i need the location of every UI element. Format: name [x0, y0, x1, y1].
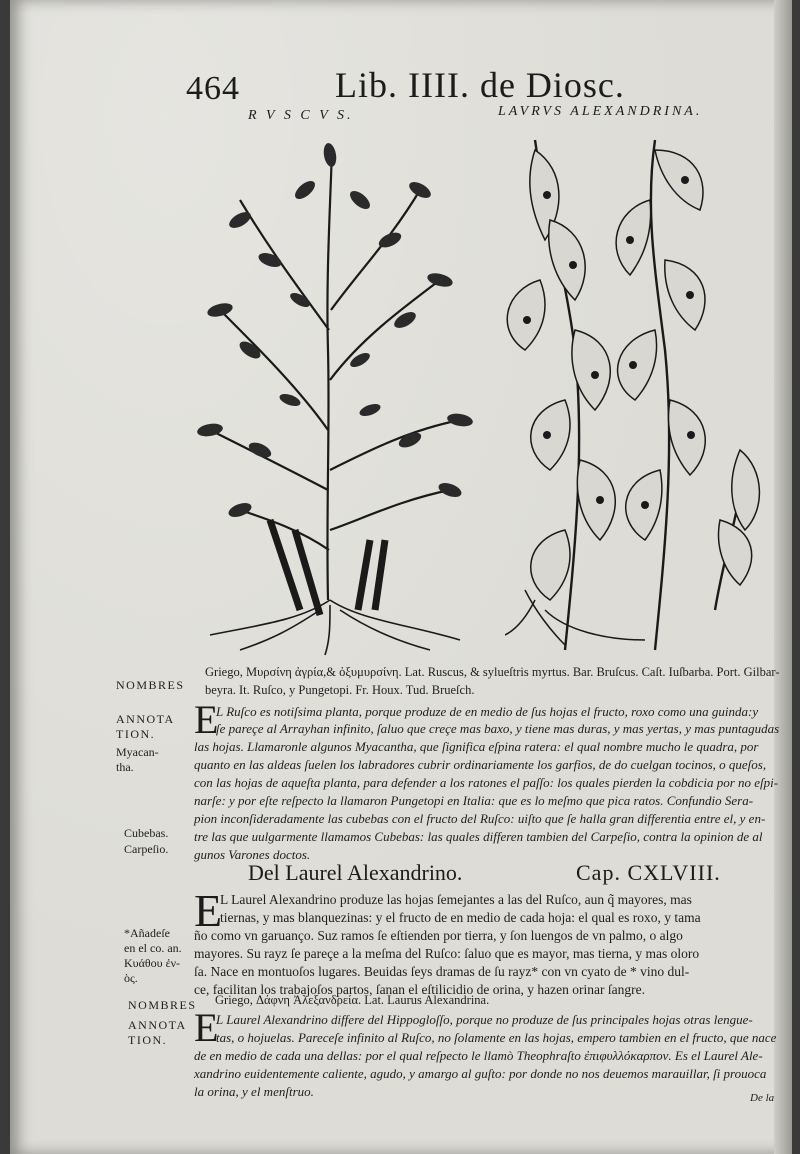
annotation2-line-4: xandrino euidentemente caliente, agudo, y amargo al guſto: por donde no nos deuemos marauillar, ſi prouoca: [194, 1066, 767, 1081]
chapter-title: Del Laurel Alexandrino.: [248, 860, 463, 885]
annotation2-line-2: tas, o hojuelas. Pareceſe infinito al Ruſco, no ſolamente en las hojas, empero tambien en el fructo, que nace: [216, 1030, 777, 1045]
chapter-number: Cap. CXLVIII.: [576, 860, 721, 885]
annotation-line-5: con las hojas de aqueſta planta, para defender a los ratones el paſſo: los quales pierden la cobdicia por no eſpi-: [194, 775, 779, 790]
margin-anadese-2: en el co. an.: [124, 941, 182, 955]
body-line-6: ce, facilitan los trabajoſos partos, ſanan el eſtilicidio de orina, y hazen orinar ſangre.: [194, 982, 645, 997]
body-line-3: ño como vn garuanço. Suz ramos ſe eſtienden por tierra, y ſon luengos de vn palmo, o algo: [194, 928, 683, 943]
annotation-line-6: narſe: y por eſte reſpecto la llamaron Pungetopi en Italia: que es lo meſmo que pica ratos. Confundio Sera-: [194, 793, 754, 808]
annotation2-line-3: de en medio de cada una dellas: por el qual reſpecto le llamò Theophraſto ἐπιφυλλόκαρπον. Es el Laurel Ale-: [194, 1048, 763, 1063]
body-line-5: ſa. Nace en montuoſos lugares. Beuidas ſeys dramas de ſu rayz* con vn cyato de * vino dul-: [194, 964, 690, 979]
annotation-label: ANNOTA: [116, 712, 175, 726]
running-title: Lib. IIII. de Diosc.: [335, 65, 625, 105]
book-page: [10, 0, 792, 1154]
page-number: 464: [186, 70, 240, 107]
annotation-label-2: TION.: [116, 727, 156, 741]
annotation-line-9: gunos Varones doctos.: [194, 847, 311, 862]
annotation2-line-1: L Laurel Alexandrino differe del Hippogloſſo, porque no produze de ſus principales hojas otras lengue-: [216, 1012, 753, 1027]
drop-cap-1: E: [194, 697, 219, 742]
margin-cubebas: Cubebas.: [124, 826, 169, 840]
catchword: De la: [750, 1092, 775, 1104]
nombres-label-2: NOMBRES: [128, 998, 197, 1012]
figure-label-laurus: LAVRVS ALEXANDRINA.: [498, 104, 703, 119]
figure-label-ruscus: R V S C V S.: [248, 108, 354, 123]
nombres-line-1: Griego, Μυρσίνη ἀγρία,& ὀξυμυρσίνη. Lat. Ruscus, & sylueſtris myrtus. Bar. Bruſcus. Caſt. Iuſbarba. Port. Gilbar-: [205, 665, 780, 679]
annotation-label-laurus-2: TION.: [128, 1033, 168, 1047]
nombres-line-2: beyra. It. Ruſco, y Pungetopi. Fr. Houx. Tud. Brueſch.: [205, 683, 475, 697]
margin-anadese-4: ὸς.: [124, 971, 138, 985]
nombres-label: NOMBRES: [116, 678, 185, 692]
body-line-2: tiernas, y mas blanquezinas: y el fructo de en medio de cada hoja: el qual es roxo, y tama: [220, 910, 701, 925]
annotation-line-7: pion inconſideradamente las cubebas con el fructo del Ruſco: uiſto que ſe halla gran differentia entre el, y en-: [194, 811, 766, 826]
margin-anadese: *Añadeſe: [124, 926, 170, 940]
annotation-line-8: tre las que uulgarmente llamamos Cubebas: las quales differen tambien del Carpeſio, contra la opinion de al: [194, 829, 763, 844]
body-line-4: mayores. Su rayz ſe pareçe a la meſma del Ruſco: ſaluo que es mayor, mas tierna, y mas oloro: [194, 946, 700, 961]
annotation-line-1: L Ruſco es notiſsima planta, porque produze de en medio de ſus hojas el fructo, roxo como una guinda:y: [216, 704, 759, 719]
margin-myacantha: Myacan-: [116, 745, 159, 759]
margin-carpesio: Carpeſio.: [124, 842, 169, 856]
ruscus-woodcut: [180, 130, 480, 660]
annotation2-line-5: la orina, y el menſtruo.: [194, 1084, 314, 1099]
drop-cap-3: E: [194, 1005, 219, 1050]
margin-anadese-3: Κυάθου ἐν-: [124, 956, 181, 970]
annotation-line-4: quanto en las aldeas ſuelen los labradores cubrir ordinariamente los garfios, de do cuelgan tocinos, o queſos,: [194, 757, 767, 772]
page-edge: [774, 0, 792, 1154]
annotation-line-2: ſe pareçe al Arrayhan infinito, ſaluo que creçe mas baxo, y tiene mas duras, y mas yertas, y mas puntagudas: [216, 721, 780, 736]
annotation-label-laurus: ANNOTA: [128, 1018, 187, 1032]
annotation-line-3: las hojas. Llamaronle algunos Myacantha, que ſignifica eſpina ratera: el qual nombre mucho le quadra, por: [194, 739, 759, 754]
laurus-alexandrina-woodcut: [505, 130, 770, 660]
body-line-1: L Laurel Alexandrino produze las hojas ſemejantes a las del Ruſco, aun q̃ mayores, mas: [220, 892, 692, 907]
margin-myacantha-2: tha.: [116, 760, 134, 774]
nombres-line-laurus: Griego, Δάφνη Ἀλεξανδρεία. Lat. Laurus Alexandrina.: [215, 993, 490, 1007]
drop-cap-2: E: [194, 885, 223, 936]
